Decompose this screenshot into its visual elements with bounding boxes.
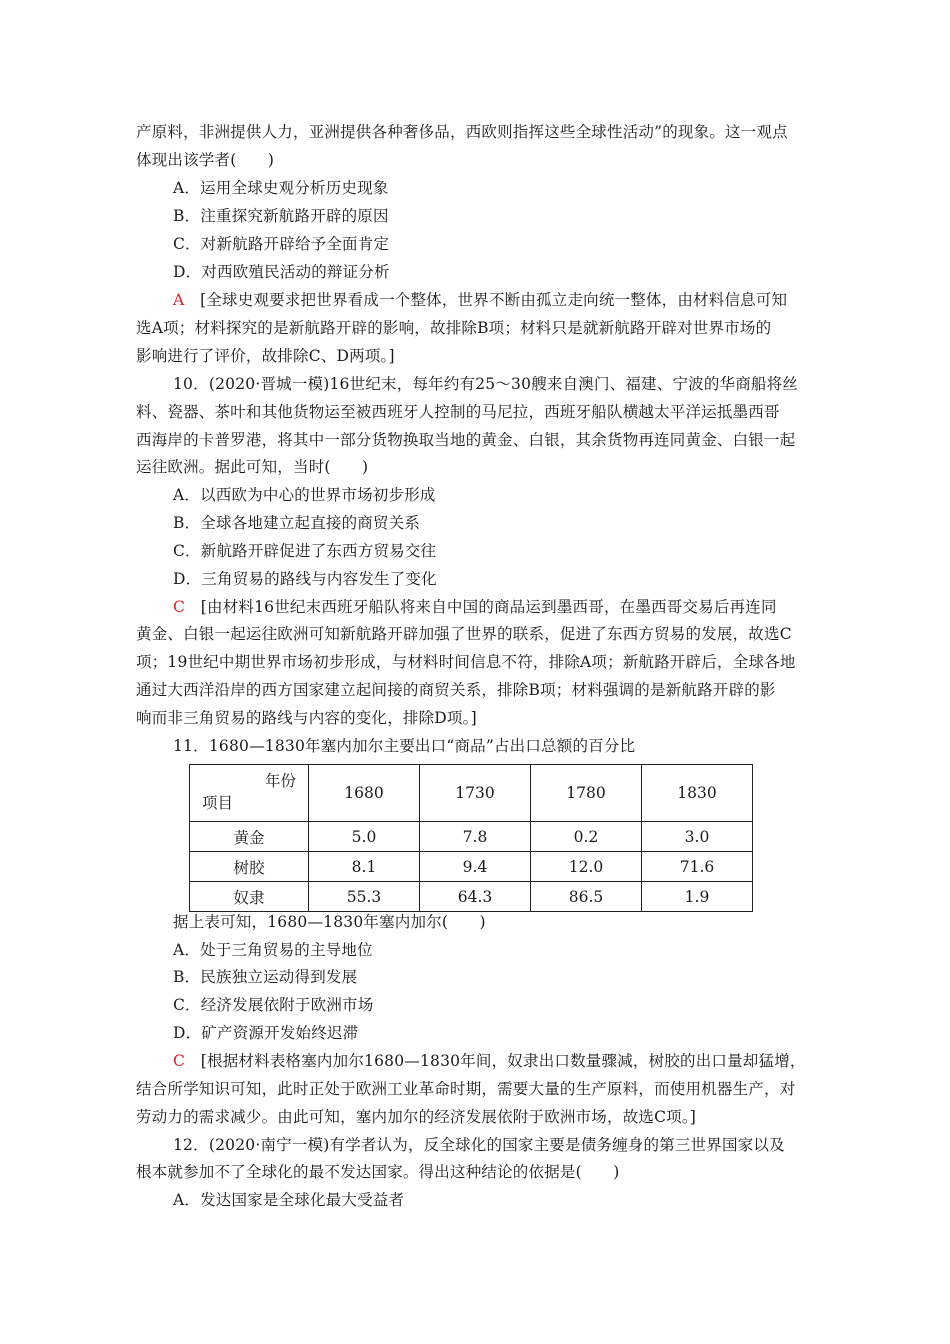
table-value-cell: 5.0: [309, 822, 420, 852]
q10-option-b: B．全球各地建立起直接的商贸关系: [173, 514, 421, 532]
table-value-cell: 12.0: [531, 852, 642, 882]
table-row: [190, 852, 753, 882]
q10-explanation-line: 项；19世纪中期世界市场初步形成，与材料时间信息不符，排除A项；新航路开辟后，全球各地: [136, 653, 796, 671]
table-value-cell: 9.4: [420, 852, 531, 882]
q11-data-table: [189, 764, 753, 912]
q10-stem-line: 运往欧洲。据此可知，当时( ): [136, 458, 369, 476]
q10-answer: C: [173, 598, 186, 616]
table-header-row: [190, 765, 753, 822]
q12-option-a: A．发达国家是全球化最大受益者: [173, 1191, 405, 1209]
table-value-cell: 71.6: [642, 852, 753, 882]
table-row: [190, 882, 753, 912]
table-value-cell: 8.1: [309, 852, 420, 882]
q9-explanation-line: A [全球史观要求把世界看成一个整体，世界不断由孤立走向统一整体，由材料信息可知: [173, 291, 788, 309]
table-value-cell: 0.2: [531, 822, 642, 852]
q9-answer: A: [173, 291, 185, 309]
q11-option-a: A．处于三角贸易的主导地位: [173, 941, 373, 959]
table-item-cell: 奴隶: [190, 882, 309, 912]
q10-stem-line: 西海岸的卡普罗港，将其中一部分货物换取当地的黄金、白银，其余货物再连同黄金、白银一起: [136, 431, 796, 449]
q10-option-a: A．以西欧为中心的世界市场初步形成: [173, 486, 436, 504]
table-value-cell: 7.8: [420, 822, 531, 852]
q9-option-c: C．对新航路开辟给予全面肯定: [173, 235, 390, 253]
q10-option-c: C．新航路开辟促进了东西方贸易交往: [173, 542, 437, 560]
table-item-cell: 黄金: [190, 822, 309, 852]
table-value-cell: 86.5: [531, 882, 642, 912]
q10-explanation-line: 黄金、白银一起运往欧洲可知新航路开辟加强了世界的联系，促进了东西方贸易的发展，故选C: [136, 625, 792, 643]
q9-option-d: D．对西欧殖民活动的辩证分析: [173, 263, 390, 281]
q12-stem-line: 12．(2020·南宁一模)有学者认为，反全球化的国家主要是债务缠身的第三世界国家以及: [173, 1136, 785, 1154]
q10-explanation-line: 响而非三角贸易的路线与内容的变化，排除D项。]: [136, 709, 477, 727]
q10-option-d: D．三角贸易的路线与内容发生了变化: [173, 570, 437, 588]
header-year-label: 年份: [264, 772, 296, 790]
q10-stem-line: 10．(2020·晋城一模)16世纪末，每年约有25～30艘来自澳门、福建、宁波的华商船将丝: [173, 375, 799, 393]
q11-option-d: D．矿产资源开发始终迟滞: [173, 1024, 359, 1042]
q10-explanation-line: C [由材料16世纪末西班牙船队将来自中国的商品运到墨西哥，在墨西哥交易后再连同: [173, 598, 777, 616]
table-value-cell: 1.9: [642, 882, 753, 912]
intro-line: 产原料，非洲提供人力，亚洲提供各种奢侈品，西欧则指挥这些全球性活动”的现象。这一观点: [136, 123, 788, 141]
intro-line: 体现出该学者( ): [136, 151, 275, 169]
q11-option-c: C．经济发展依附于欧洲市场: [173, 996, 374, 1014]
q9-explanation-line: 选A项；材料探究的是新航路开辟的影响，故排除B项；材料只是就新航路开辟对世界市场的: [136, 319, 772, 337]
q10-explanation-line: 通过大西洋沿岸的西方国家建立起间接的商贸关系，排除B项；材料强调的是新航路开辟的影: [136, 681, 776, 699]
q9-option-a: A．运用全球史观分析历史现象: [173, 179, 389, 197]
table-year-header: 1780: [531, 765, 642, 822]
table-value-cell: 55.3: [309, 882, 420, 912]
q12-stem-line: 根本就参加不了全球化的最不发达国家。得出这种结论的依据是( ): [136, 1163, 620, 1181]
q11-stem: 11．1680—1830年塞内加尔主要出口“商品”占出口总额的百分比: [173, 737, 636, 755]
q11-explanation-line: C [根据材料表格塞内加尔1680—1830年间，奴隶出口数量骤减，树胶的出口量却猛增，: [173, 1052, 806, 1070]
q11-explanation-line: 结合所学知识可知，此时正处于欧洲工业革命时期，需要大量的生产原料，而使用机器生产，对: [136, 1080, 796, 1098]
table-item-cell: 树胶: [190, 852, 309, 882]
q11-option-b: B．民族独立运动得到发展: [173, 968, 358, 986]
table-year-header: 1730: [420, 765, 531, 822]
q9-explanation-line: 影响进行了评价，故排除C、D两项。]: [136, 347, 395, 365]
header-item-label: 项目: [202, 794, 234, 812]
table-year-header: 1830: [642, 765, 753, 822]
q11-explanation-line: 劳动力的需求减少。由此可知，塞内加尔的经济发展依附于欧洲市场，故选C项。]: [136, 1108, 697, 1126]
table-value-cell: 3.0: [642, 822, 753, 852]
table-row: [190, 822, 753, 852]
table-year-header: 1680: [309, 765, 420, 822]
q11-question: 据上表可知，1680—1830年塞内加尔( ): [173, 913, 486, 931]
table-corner-header: [190, 765, 309, 822]
q9-option-b: B．注重探究新航路开辟的原因: [173, 207, 389, 225]
table-value-cell: 64.3: [420, 882, 531, 912]
q11-answer: C: [173, 1052, 186, 1070]
q10-stem-line: 料、瓷器、茶叶和其他货物运至被西班牙人控制的马尼拉，西班牙船队横越太平洋运抵墨西哥: [136, 403, 780, 421]
